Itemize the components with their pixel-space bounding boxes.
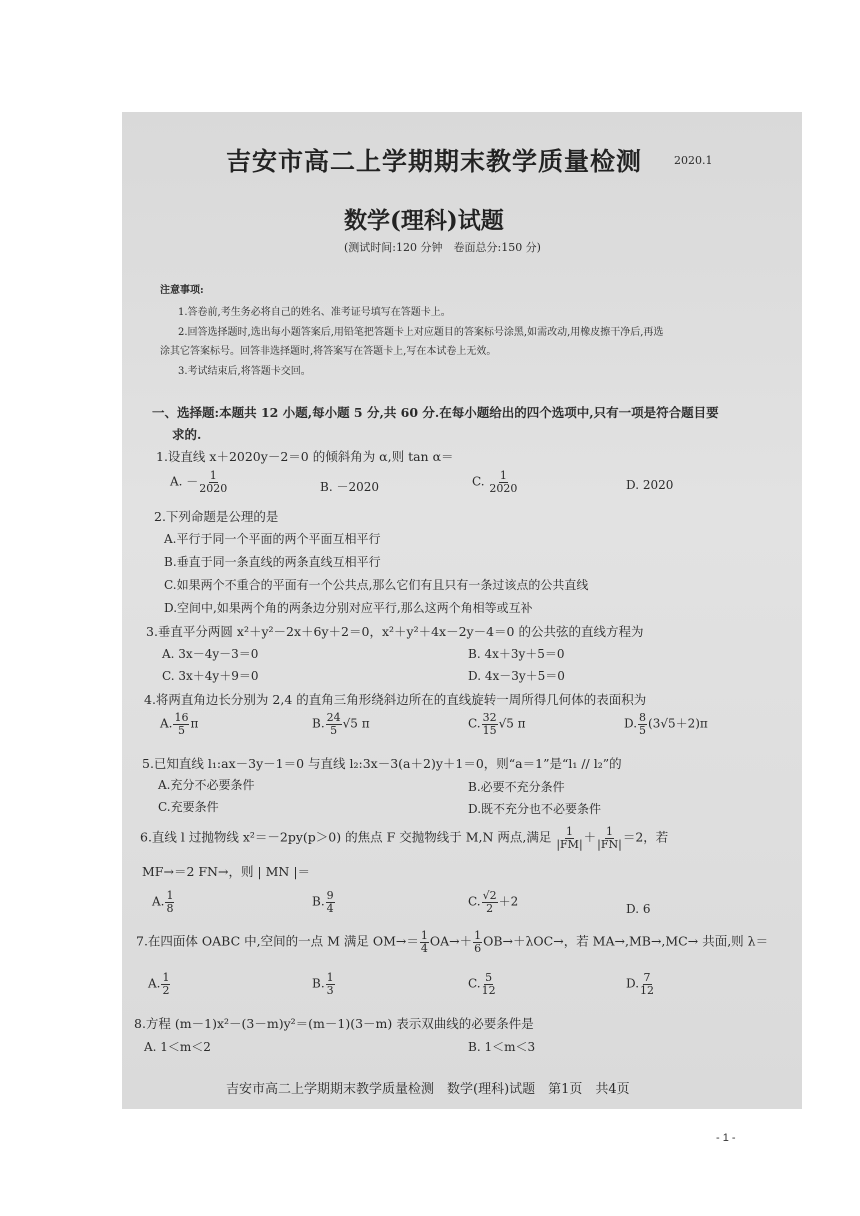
q4-option-c: C. $\frac{32}{15}$ √5 π bbox=[468, 711, 526, 737]
q2-option-b: B.垂直于同一条直线的两条直线互相平行 bbox=[164, 555, 381, 569]
q6-option-d: D. 6 bbox=[626, 902, 651, 916]
q8-option-b: B. 1＜m＜3 bbox=[468, 1040, 536, 1054]
q3-option-c: C. 3x＋4y＋9＝0 bbox=[162, 669, 259, 683]
q7-option-d: D. $\frac{7}{12}$ bbox=[626, 971, 655, 997]
note-item-2b: 涂其它答案标号。回答非选择题时,将答案写在答题卡上,写在本试卷上无效。 bbox=[160, 346, 497, 357]
section1-line1: 一、选择题:本题共 12 小题,每小题 5 分,共 60 分.在每小题给出的四个选项中,只有一项是符合题目要 bbox=[152, 405, 719, 420]
note-item-1: 1.答卷前,考生务必将自己的姓名、准考证号填写在答题卡上。 bbox=[178, 307, 451, 318]
q2-option-c: C.如果两个不重合的平面有一个公共点,那么它们有且只有一条过该点的公共直线 bbox=[164, 578, 589, 592]
exam-title: 吉安市高二上学期期末教学质量检测 bbox=[226, 147, 643, 176]
q2-option-d: D.空间中,如果两个角的两条边分别对应平行,那么这两个角相等或互补 bbox=[164, 601, 533, 615]
q1-option-c: C. $\frac{1}{2020}$ bbox=[472, 469, 518, 495]
exam-date: 2020.1 bbox=[674, 154, 713, 167]
q7-option-a: A. $\frac{1}{2}$ bbox=[148, 971, 170, 997]
q7-stem: 7.在四面体 OABC 中,空间的一点 M 满足 OM→＝ $\frac{1}{4}$ OA→＋ $\frac{1}{6}$ OB→＋λOC→，若 MA→,MB→,MC→ 共面,则 λ＝ bbox=[136, 929, 769, 955]
q1-option-b: B. －2020 bbox=[320, 480, 379, 494]
q1-option-d: D. 2020 bbox=[626, 478, 674, 492]
q4-stem: 4.将两直角边长分别为 2,4 的直角三角形绕斜边所在的直线旋转一周所得几何体的表面积为 bbox=[144, 692, 647, 707]
q4-option-b: B. $\frac{24}{5}$ √5 π bbox=[312, 711, 370, 737]
q6-stem-line2: MF→＝2 FN→，则 | MN |＝ bbox=[142, 864, 311, 879]
exam-info: (测试时间:120 分钟 卷面总分:150 分) bbox=[344, 241, 541, 254]
q1-stem: 1.设直线 x＋2020y－2＝0 的倾斜角为 α,则 tan α＝ bbox=[156, 449, 454, 464]
q8-option-a: A. 1＜m＜2 bbox=[144, 1040, 211, 1054]
exam-subtitle: 数学(理科)试题 bbox=[344, 207, 504, 234]
q7-option-c: C. $\frac{5}{12}$ bbox=[468, 971, 496, 997]
q3-option-d: D. 4x－3y＋5＝0 bbox=[468, 669, 565, 683]
q2-stem: 2.下列命题是公理的是 bbox=[154, 509, 279, 524]
q6-option-a: A. $\frac{1}{8}$ bbox=[152, 889, 174, 915]
q3-option-b: B. 4x＋3y＋5＝0 bbox=[468, 647, 565, 661]
q5-option-a: A.充分不必要条件 bbox=[158, 778, 255, 792]
q3-stem: 3.垂直平分两圆 x²＋y²－2x＋6y＋2＝0，x²＋y²＋4x－2y－4＝0 的公共弦的直线方程为 bbox=[146, 624, 644, 639]
q1-option-a: A. － $\frac{1}{2020}$ bbox=[170, 469, 228, 495]
q6-option-c: C. $\frac{√2}{2}$ ＋2 bbox=[468, 889, 519, 915]
notes-heading: 注意事项: bbox=[160, 285, 204, 296]
note-item-3: 3.考试结束后,将答题卡交回。 bbox=[178, 366, 311, 377]
q6-stem-line1: 6.直线 l 过抛物线 x²＝－2py(p＞0) 的焦点 F 交抛物线于 M,N 两点,满足 $\frac{1}{|FM|}$ ＋ $\frac{1}{|FN|}$ ＝2，若 bbox=[140, 825, 669, 851]
q5-option-c: C.充要条件 bbox=[158, 800, 219, 814]
note-item-2a: 2.回答选择题时,选出每小题答案后,用铅笔把答题卡上对应题目的答案标号涂黑,如需改动,用橡皮擦干净后,再选 bbox=[178, 327, 664, 338]
q4-option-d: D. $\frac{8}{5}$ (3√5＋2)π bbox=[624, 711, 708, 737]
q5-stem: 5.已知直线 l₁:ax－3y－1＝0 与直线 l₂:3x－3(a＋2)y＋1＝0，则“a＝1”是“l₁ // l₂”的 bbox=[142, 756, 622, 771]
section1-line2: 求的. bbox=[172, 427, 202, 442]
q6-option-b: B. $\frac{9}{4}$ bbox=[312, 889, 334, 915]
q8-stem: 8.方程 (m－1)x²－(3－m)y²＝(m－1)(3－m) 表示双曲线的必要条件是 bbox=[134, 1016, 534, 1031]
q3-option-a: A. 3x－4y－3＝0 bbox=[162, 647, 259, 661]
q4-option-a: A. $\frac{16}{5}$ π bbox=[160, 711, 199, 737]
sheet-footer: 吉安市高二上学期期末教学质量检测 数学(理科)试题 第1页 共4页 bbox=[226, 1082, 630, 1097]
exam-sheet-photo bbox=[122, 112, 802, 1109]
q5-option-b: B.必要不充分条件 bbox=[468, 780, 565, 794]
q5-option-d: D.既不充分也不必要条件 bbox=[468, 802, 602, 816]
q7-option-b: B. $\frac{1}{3}$ bbox=[312, 971, 334, 997]
page-number: - 1 - bbox=[716, 1132, 736, 1144]
q2-option-a: A.平行于同一个平面的两个平面互相平行 bbox=[164, 532, 381, 546]
